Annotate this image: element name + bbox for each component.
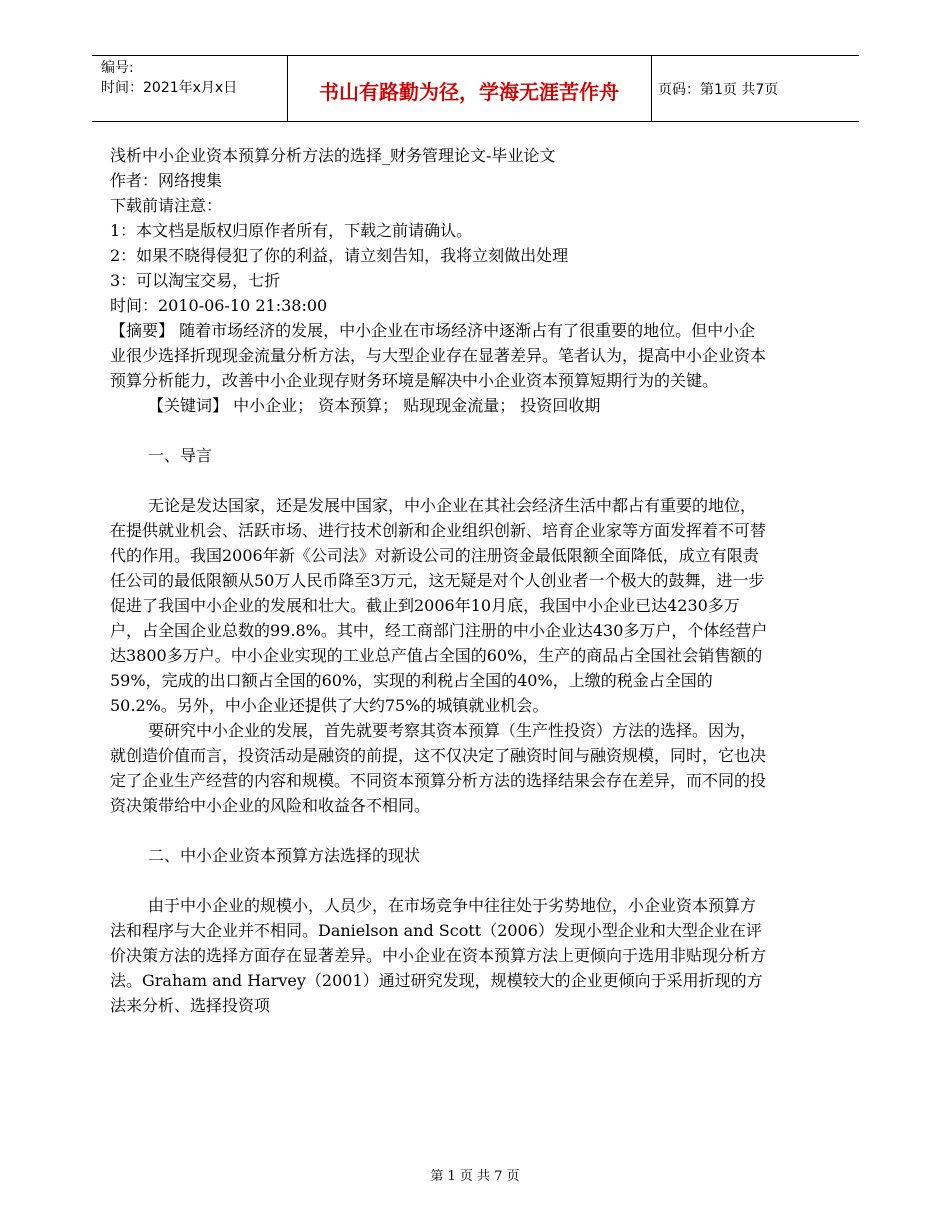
page-footer: 第 1 页 共 7 页	[430, 1169, 520, 1184]
paragraph-2: 要研究中小企业的发展，首先就要考察其资本预算（生产性投资）方法的选择。因为，就创造价值而言，投资活动是融资的前提，这不仅决定了融资时间与融资规模，同时，它也决定了企业生产经营的内容和规模。不同资本预算分析方法的选择结果会存在差异，而不同的投资决策带给中小企业的风险和收益各不相同。	[110, 721, 767, 815]
header-number-label: 编号:	[101, 60, 134, 76]
header-meta	[101, 58, 237, 98]
header-time-label: 时间：2021年x月x日	[101, 80, 238, 96]
paragraph-3: 由于中小企业的规模小，人员少，在市场竞争中往往处于劣势地位，小企业资本预算方法和程序与大企业并不相同。Danielson and Scott（2006）发现小型企业和大型企业在评价决策方法的选择方面存在显著差异。中小企业在资本预算方法上更倾向于选用非贴现分析方法。Graham and Harvey（2001）通过研究发现，规模较大的企业更倾向于采用折现的方法来分析、选择投资项	[110, 896, 767, 1015]
header-bottom-rule	[92, 121, 859, 122]
notice-item-2: 2：如果不晓得侵犯了你的利益，请立刻告知，我将立刻做出处理	[110, 246, 569, 265]
document-body	[110, 143, 770, 1018]
section-2-heading: 二、中小企业资本预算方法选择的现状	[148, 846, 421, 865]
header-motto: 书山有路勤为径，学海无涯苦作舟	[319, 80, 619, 104]
paragraph-1: 无论是发达国家，还是发展中国家，中小企业在其社会经济生活中都占有重要的地位，在提供就业机会、活跃市场、进行技术创新和企业组织创新、培育企业家等方面发挥着不可替代的作用。我国2006年新《公司法》对新设公司的注册资金最低限额全面降低，成立有限责任公司的最低限额从50万人民币降至3万元，这无疑是对个人创业者一个极大的鼓舞，进一步促进了我国中小企业的发展和壮大。截止到2006年10月底，我国中小企业已达4230多万户，占全国企业总数的99.8%。其中，经工商部门注册的中小企业达430多万户，个体经营户达3800多万户。中小企业实现的工业总产值占全国的60%，生产的商品占全国社会销售额的59%，完成的出口额占全国的60%，实现的利税占全国的40%，上缴的税金占全国的50.2%。另外，中小企业还提供了大约75%的城镇就业机会。	[110, 496, 768, 715]
keywords: 【关键词】 中小企业； 资本预算； 贴现现金流量； 投资回收期	[148, 396, 601, 415]
header-top-rule	[92, 55, 859, 56]
document-time: 时间：2010-06-10 21:38:00	[110, 296, 328, 315]
notice-heading: 下载前请注意：	[110, 196, 223, 215]
section-1-heading: 一、导言	[148, 446, 213, 465]
header-page-info: 页码：第1页 共7页	[658, 82, 779, 98]
document-title: 浅析中小企业资本预算分析方法的选择_财务管理论文-毕业论文	[110, 146, 556, 165]
abstract: 【摘要】 随着市场经济的发展，中小企业在市场经济中逐渐占有了很重要的地位。但中小企业很少选择折现现金流量分析方法，与大型企业存在显著差异。笔者认为，提高中小企业资本预算分析能力，改善中小企业现存财务环境是解决中小企业资本预算短期行为的关键。	[110, 321, 767, 390]
notice-item-1: 1：本文档是版权归原作者所有，下载之前请确认。	[110, 221, 473, 240]
header-divider-right	[651, 55, 652, 121]
document-author: 作者：网络搜集	[110, 171, 223, 190]
notice-item-3: 3：可以淘宝交易，七折	[110, 271, 281, 290]
